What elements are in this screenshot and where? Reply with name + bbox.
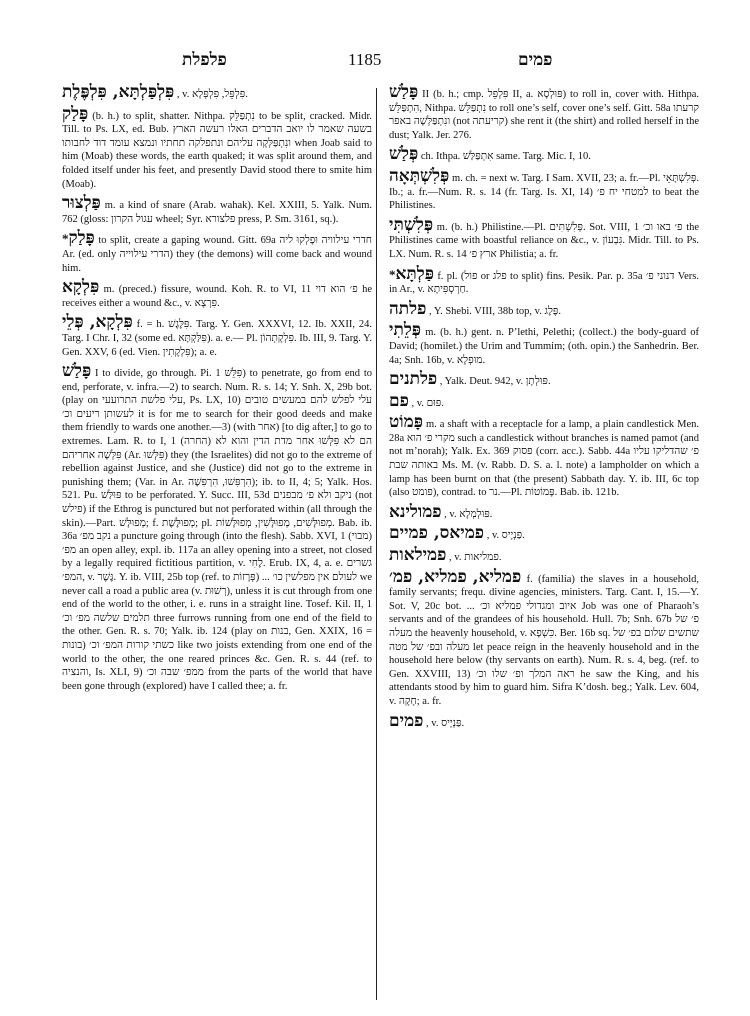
dictionary-entry xyxy=(389,390,699,411)
entry-text: m. (b. h.) gent. n. P’lethi, Pelethi; (collect.) the body-guard of David; (homilet.) the Urim and Tummim; (oth. opin.) the Sanhedrin. Ber. 4a; Snh. 16b, v. מוּפְלָא. xyxy=(389,327,700,366)
dictionary-entry xyxy=(389,710,699,731)
entry-text: m. a kind of snare (Arab. wahak). Kel. XXIII, 5. Yalk. Num. 762 (gloss: עגול הקרון wheel; Syr. פלצורא press, P. Sm. 3161, sq.). xyxy=(62,200,373,225)
entry-headword: פָּלַשׁ xyxy=(389,82,419,102)
entry-text: f. (familia) the slaves in a household, family servants; frequ. divine agencies, ministers. Targ. Cant. I, 15.—Y. Sot. V, 20c bot. ... איוב ומגדולי פמליא וכ׳ Job was one of Pharaoh’s servants and of the grandees of his household. Hull. 7b; Snh. 67b פ׳ של מעלה the heavenly household, v. כִּשְׁפָא. Ber. 16b sq. שתשים שלום בפ׳ של מעלה ובפ׳ של מטה let peace reign in the heavenly household and in the household here below (thy servants on earth). Num. R. s. 4, beg. (ref. to Gen. XXVIII, 13) ראה המלך ופ׳ שלו וכ׳ he saw the King, and his attendants stood by him to guard him. Sifra K’dosh. beg.; Yalk. Lev. 604, v. חָקָה; a. fr. xyxy=(389,573,700,707)
entry-text: m. ch. = next w. Targ. I Sam. XVII, 23; a. fr.—Pl. פְּלִשְׁתָּאֵי. Ib.; a. fr.—Num. R. s. 14 (fr. Targ. Is. XI, 14) למטחי יח פ׳ to beat the Philistines. xyxy=(389,172,700,212)
dictionary-entry xyxy=(389,165,700,213)
dictionary-entry xyxy=(389,144,699,165)
left-column xyxy=(62,82,373,699)
dictionary-entry xyxy=(62,312,373,359)
entry-headword: פָּלַק xyxy=(68,228,95,249)
entry-headword: פְּלַשׁ xyxy=(389,144,419,165)
entry-headword: פַּלְצוּר xyxy=(62,193,101,214)
entry-text: (b. h.) to split, shatter. Nithpa. נִתְפַּלֵּק to be split, cracked. Midr. Till. to Ps. LX, ed. Bub. בשעה שאמר לו יואב הדברים האלו רעשה הארץ ונִתְפַּלְּקָה עליהם ונתפלקה תחתיו ונמצא עומד דוד לחבותו when Joab said to him (Moab) these words, the earth quaked; it was split around them, and folded itself under his feet, and presently David stood there to smite him (Moab). xyxy=(62,110,372,190)
column-divider xyxy=(376,88,377,1000)
entry-text: m. (preced.) fissure, wound. Koh. R. to VI, 11 פ׳ הוא דוי he receives either a wound &c., v. פִּרְצָא. xyxy=(62,284,373,309)
dictionary-entry: *פָּלַק to split, create a gaping wound. Gitt. 69a חדרי עילוויה וּפָלְקוּ ליה Ar. (ed. only הדרי עילוייה) they (the demons) will come back and wound him. xyxy=(62,228,372,274)
entry-headword: פִּלְקָא xyxy=(62,277,100,298)
entry-text: m. (b. h.) Philistine.—Pl. פְּלִשְׁתִּים. Sot. VIII, 1 פ׳ באו וכ׳ the Philistines came with boastful reliance on &c., v. גִּבְעוֹן. Midr. Till. to Ps. LX. Num. R. s. 14 ארץ פ׳ Philistia; a. fr. xyxy=(389,221,700,260)
page-number: 1185 xyxy=(348,50,382,69)
entry-headword: פמיאס, פמיים xyxy=(389,523,485,544)
running-head-right: פמים xyxy=(518,50,553,70)
entry-headword: פִּלְקָא, פְּלֵי xyxy=(62,312,133,333)
entry-headword: פָּלַק xyxy=(62,103,89,124)
entry-text: , v. פַּנְיָיס. xyxy=(426,717,465,729)
entry-headword: פְּלִשְׁתִּי xyxy=(389,214,434,235)
entry-text: I to divide, go through. Pi. פִּלֵּשׁ 1) to penetrate, go from end to end, perforate, v. infra.—2) to search. Num. R. s. 14; Y. Snh. X, 29b bot. (play on עלי פלשת התרועעי, Ps. LX, 10) עלי לפלש להם במעשים טובים לעשותן ריעים וכ׳ it is for me to search for their good deeds and make them friendly to wards one another.—3) (with אחר) [to dig after,] to go to extremes. Lam. R. to I, 1 (החרה) הם לא פִּלְּשׁוּ אחר מדת הדין והוא לא פִּלְּשָׁה אחריהם (Ar. פִּלְּשׁוּ) they (the Israelites) did not go to the extreme of rebellion against Justice, and she (Justice) did not go to the extreme in punishing them; (Var. in Ar. הִרְפִּשׁוּ, הִרְפִּשָׁה); ib. to II, 4; 5; Yalk. Hos. 521. Pu. פּוּלַּשׁ to be perforated. Y. Succ. III, 53d ניקב ולא פ׳ מבפנים (not פילש) if the Ethrog is punctured but not perforated within (all through the skin).—Part. מְפוּלָּשׁ; f. מְפוּלֶּשֶׁת; pl. מְפוּלָּשִׁים, מְפוּלָּשִׁין, מְפוּלָּשׁוֹת. Bab. ib. 36a נקב מפ׳ a puncture going through (into the flesh). Sabb. XVI, 1 (מבוי) מפ׳ an open alley, expl. ib. 117a an alley opening into a street, not closed by a legally required fictitious partition, v. לֶחִי. Erub. IX, 4, a. e. גשרים המפ׳, v. גֶּשֶׁר. Y. ib. VIII, 25b top (ref. to פְּרָזוֹת) ... לעולם אין מפלשין כו׳ we never call a road a public area (v. רְשׁוּת), unless it is cut through from one end of the world to the other, i. e. runs in a straight line. Tosef. Kil. II, 1 תלמים שלשה מפ׳ וכ׳ three furrows running from one end of the field to the other. Gen. R. s. 70; Yalk. ib. 124 (play on בנות, Gen. XXIX, 16 = בונות) כשתי קורות המפ׳ וכ׳ like two joists extending from one end of the world to the other, the one reared princes &c. Gen. R. s. 44 (ref. to והנציה, Is. XLI, 9) ממפ׳ שבה וכ׳ from the parts of the world that have been gone through (explored) have I called thee; a. fr. xyxy=(62,368,373,692)
dictionary-entry xyxy=(389,412,700,500)
entry-headword: פַּלְתָּא xyxy=(395,263,434,284)
dictionary-entry xyxy=(389,523,699,544)
entry-headword: פמים xyxy=(389,710,424,731)
page-header xyxy=(0,50,750,74)
entry-headword: פְּלֵתִי xyxy=(389,320,422,341)
dictionary-entry xyxy=(389,298,699,319)
right-column xyxy=(389,82,700,736)
entry-text: , Yalk. Deut. 942, v. פּוּלְתָן. xyxy=(439,376,551,388)
entry-text: , v. פִּלְפֵּל, פִּלְפְּלָא. xyxy=(176,89,248,100)
entry-headword: פָּמוֹט xyxy=(389,412,423,433)
entry-text: , Y. Shebi. VIII, 38b top, v. פֶּלֶג. xyxy=(428,305,561,317)
entry-text: , v. פַּנְיָיס. xyxy=(486,530,525,542)
dictionary-entry xyxy=(62,103,372,192)
entry-headword: פלתה xyxy=(389,298,427,319)
dictionary-entry xyxy=(62,277,373,310)
dictionary-entry xyxy=(62,193,373,226)
dictionary-entry: *פַּלְתָּא f. pl. (פול or פלג to split) fins. Pesik. Par. p. 35a דנוני פ׳ Vers. in Ar., v. חַרְסְפִּיתָא. xyxy=(389,263,699,296)
entry-headword: פמליא, פמליא, פמ׳ xyxy=(389,566,522,587)
entry-headword: פם xyxy=(389,390,409,411)
entry-text: , v. פמליאות. xyxy=(449,552,502,564)
dictionary-entry xyxy=(62,82,372,102)
dictionary-entry xyxy=(389,214,700,262)
entry-text: f. = h. פִּלֶּגֶשׁ. Targ. Y. Gen. XXXVI, 12. Ib. XXII, 24. Targ. I Chr. I, 32 (some ed. פִּלַּקְתָּא). a. e.— Pl. פִּלְקָתְהוֹן. Ib. III, 9. Targ. Y. Gen. XXV, 6 (ed. Vien. פִּלְקָתִין); a. e. xyxy=(62,319,373,358)
dictionary-entry xyxy=(389,82,699,142)
entry-text: to split, create a gaping wound. Gitt. 69a חדרי עילוויה וּפָלְקוּ ליה Ar. (ed. only הדרי עילוייה) they (the demons) will come back and wound him. xyxy=(62,235,372,274)
dictionary-entry xyxy=(389,369,699,390)
running-head-left: פלפלת xyxy=(182,50,227,70)
entry-headword: פמולינא xyxy=(389,501,442,522)
entry-headword: פלתנים xyxy=(389,369,438,390)
entry-text: f. pl. (פול or פלג to split) fins. Pesik. Par. p. 35a דנוני פ׳ Vers. in Ar., v. חַרְסְפִּיתָא. xyxy=(389,270,699,296)
entry-headword: פָּלַשׁ xyxy=(62,361,92,382)
dictionary-entry xyxy=(389,566,700,709)
entry-headword: פמילאות xyxy=(389,545,447,566)
dictionary-entry xyxy=(62,361,373,693)
entry-headword: פִּלְפַּלְתָּא, פִּלְפֶּלֶת xyxy=(62,82,175,102)
entry-text: , v. פּוּם. xyxy=(411,397,444,409)
entry-text: ch. Ithpa. אִתְפַּלַּשׁ same. Targ. Mic. I, 10. xyxy=(420,151,591,163)
dictionary-entry xyxy=(389,501,699,522)
entry-text: m. a shaft with a receptacle for a lamp, a plain candlestick Men. 28a מקרי פ׳ הוא such a candlestick without branches is named pamot (and not m’norah); Yalk. Ex. 369 פסוק (corr. acc.). Sabb. 44a פ׳ שהדליקו עליו באותה שבת Ms. M. (v. Rabb. D. S. a. l. note) a lampholder on which a lamp has been burnt on that (the present) Sabbath day. Y. ib. III, 6c top (also פומט), contrad. to נר.—Pl. פָּמוֹטוֹת. Bab. ib. 121b. xyxy=(389,419,700,499)
entry-text: , v. פּוּלְמְלָא. xyxy=(444,508,493,520)
dictionary-entry xyxy=(389,320,700,367)
entry-headword: פְּלִשְׁתְּאָה xyxy=(389,165,450,186)
entry-text: II (b. h.; cmp. פִּלְפֵּל II, a. פּוּלְסָא) to roll in, cover with. Hithpa. הִתְפַּלֵּשׁ, Nithpa. נִתְפַּלֵּשׁ to roll one’s self, cover one’s self. Gitt. 58a קרעתו ונִתְפַּלְּשָׁה באפר (not קריעתה) she rent it (the shirt) and rolled herself in the dust; Yalk. Jer. 276. xyxy=(389,89,699,141)
dictionary-entry xyxy=(389,545,699,566)
